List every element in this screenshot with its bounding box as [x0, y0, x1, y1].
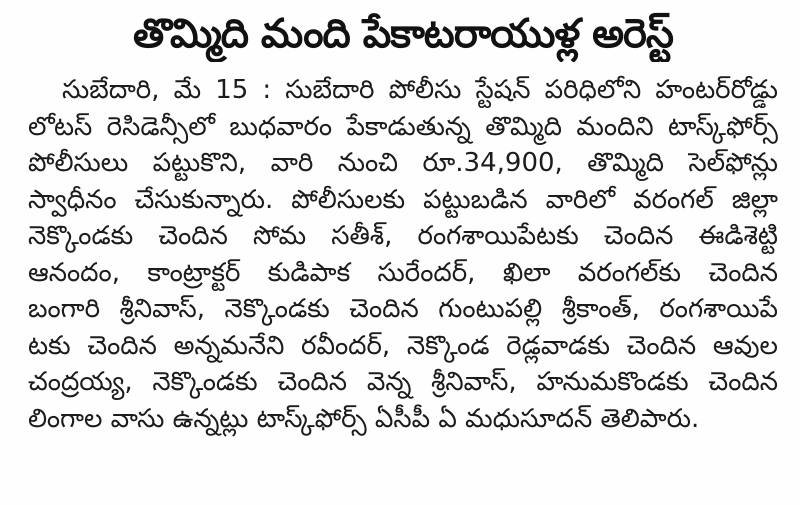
article-line: ఆనందం, కాంట్రాక్టర్ కుడిపాక సురేందర్, ఖిలా వరంగల్‌కు చెందిన — [28, 257, 778, 288]
article-line: బంగారి శ్రీనివాస్, నెక్కొండకు చెందిన గుంటుపల్లి శ్రీకాంత్, రంగశాయిపే — [28, 294, 778, 324]
article-line: లోటస్ రెసిడెన్సీలో బుధవారం పేకాడుతున్న తొమ్మిది మందిని టాస్క్‌ఫోర్స్ — [28, 111, 778, 142]
article-line: నెక్కొండకు చెందిన సోమ సతీశ్, రంగశాయిపేటకు చెందిన ఈడిశెట్టి — [28, 221, 778, 251]
article-line: పోలీసులు పట్టుకొని, వారి నుంచి రూ.34,900, తొమ్మిది సెల్‌ఫోన్లు — [28, 148, 778, 178]
article-line: లింగాల వాసు ఉన్నట్లు టాస్క్‌ఫోర్స్ ఏసీపీ ఏ మధుసూదన్ తెలిపారు. — [28, 403, 700, 434]
headline: తొమ్మిది మంది పేకాటరాయుళ్ల అరెస్ట్ — [133, 11, 673, 57]
article-line: టకు చెందిన అన్నమనేని రవీందర్, నెక్కొండ రెడ్లవాడకు చెందిన ఆవుల — [28, 330, 778, 361]
article-body — [28, 72, 778, 437]
article-line: స్వాధీనం చేసుకున్నారు. పోలీసులకు పట్టుబడిన వారిలో వరంగల్ జిల్లా — [28, 184, 778, 215]
article-line: సుబేదారి, మే 15 : సుబేదారి పోలీసు స్టేషన్ పరిధిలోని హంటర్‌రోడ్డు — [62, 75, 778, 105]
article-line: చంద్రయ్య, నెక్కొండకు చెందిన వెన్న శ్రీనివాస్, హనుమకొండకు చెందిన — [28, 367, 778, 397]
